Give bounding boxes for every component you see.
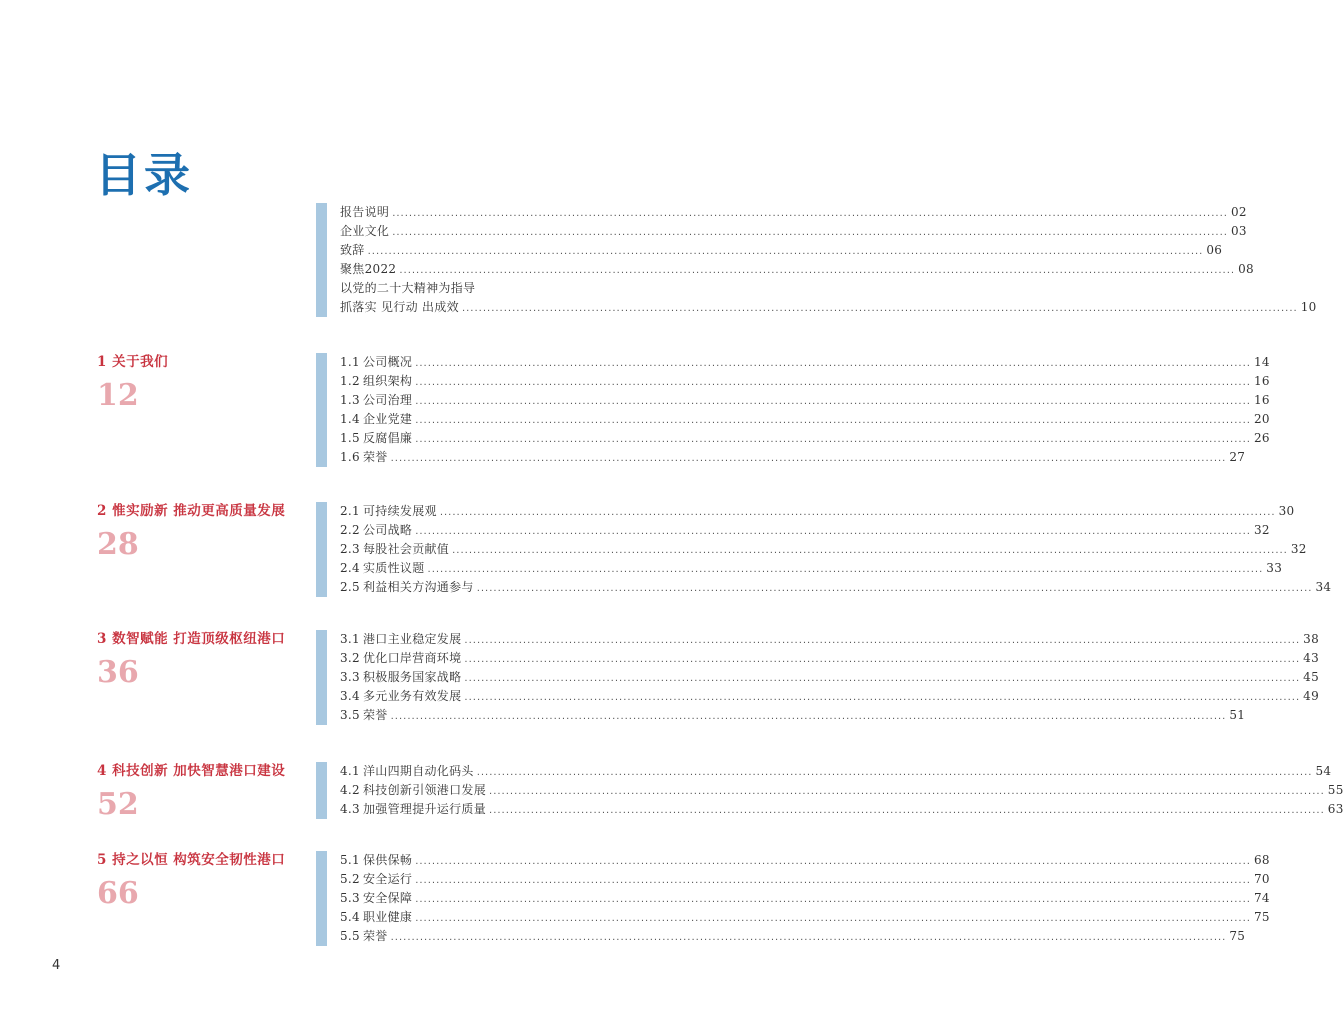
toc-entry-label: 优化口岸营商环境: [363, 651, 462, 665]
section-page-number: 12: [97, 378, 139, 413]
dot-leader: ........................................................................................................................................................................................................: [464, 692, 1301, 703]
toc-entry[interactable]: [340, 870, 1270, 889]
toc-entry-label: 公司战略: [363, 523, 413, 537]
dot-leader: ........................................................................................................................................................................................................: [415, 894, 1251, 905]
toc-entry[interactable]: [340, 927, 1246, 946]
toc-entry-label: 致辞: [340, 243, 365, 257]
toc-entry[interactable]: [340, 372, 1270, 391]
toc-entry-label: 港口主业稳定发展: [363, 632, 462, 646]
toc-list: [316, 851, 1270, 946]
dot-leader: ........................................................................................................................................................................................................: [464, 635, 1301, 646]
toc-entry-label: 保供保畅: [363, 853, 413, 867]
toc-entry-page: 54: [1315, 764, 1332, 778]
dot-leader: ........................................................................................................................................................................................................: [489, 786, 1325, 797]
toc-entry-number: 5.4: [340, 910, 360, 924]
toc-entry-page: 20: [1253, 412, 1270, 426]
toc-entry-number: 5.1: [340, 853, 360, 867]
toc-entry-label: 每股社会贡献值: [363, 542, 450, 556]
toc-entry[interactable]: [340, 578, 1332, 597]
toc-entry[interactable]: [340, 668, 1320, 687]
dot-leader: ........................................................................................................................................................................................................: [415, 377, 1251, 388]
toc-entry-page: 08: [1238, 262, 1254, 276]
toc-entry-label: 公司治理: [363, 393, 413, 407]
dot-leader: ........................................................................................................................................................................................................: [392, 208, 1228, 219]
toc-entry[interactable]: [340, 279, 661, 298]
dot-leader: ........................................................................................................................................................................................................: [390, 711, 1227, 722]
toc-entry-page: 43: [1303, 651, 1320, 665]
section-title: 3 数智赋能 打造顶级枢纽港口: [97, 631, 286, 647]
toc-entry-page: 70: [1253, 872, 1270, 886]
toc-entry-number: 3.3: [340, 670, 360, 684]
toc-entry-number: 4.1: [340, 764, 360, 778]
toc-entry-page: 27: [1229, 450, 1246, 464]
toc-entry-number: 1.2: [340, 374, 360, 388]
toc-entry[interactable]: [340, 502, 1295, 521]
toc-entry-number: 1.5: [340, 431, 360, 445]
section-heading[interactable]: [97, 353, 168, 413]
toc-entry-number: 4.3: [340, 802, 360, 816]
toc-entry-number: 2.2: [340, 523, 360, 537]
dot-leader: ........................................................................................................................................................................................................: [390, 932, 1227, 943]
toc-entry-page: 02: [1230, 205, 1247, 219]
toc-list: [316, 762, 1344, 819]
dot-leader: ........................................................................................................................................................................................................: [415, 526, 1251, 537]
toc-entry-page: 16: [1253, 374, 1270, 388]
page-number: 4: [52, 958, 61, 973]
dot-leader: ........................................................................................................................................................................................................: [415, 358, 1251, 369]
toc-entry[interactable]: [340, 353, 1270, 372]
toc-entry[interactable]: [340, 781, 1344, 800]
toc-entry-label: 利益相关方沟通参与: [363, 580, 474, 594]
toc-entry-page: 33: [1266, 561, 1283, 575]
section-heading[interactable]: [97, 502, 285, 562]
toc-entry-page: 75: [1253, 910, 1270, 924]
toc-entry[interactable]: [340, 649, 1320, 668]
toc-entry-number: 5.3: [340, 891, 360, 905]
dot-leader: ........................................................................................................................................................................................................: [464, 654, 1301, 665]
toc-entry-label: 反腐倡廉: [363, 431, 413, 445]
toc-entry-number: 2.1: [340, 504, 360, 518]
toc-entry-page: 75: [1229, 929, 1246, 943]
toc-entry-number: 4.2: [340, 783, 360, 797]
toc-entry-page: 10: [1300, 300, 1317, 314]
section-title: 4 科技创新 加快智慧港口建设: [97, 763, 286, 779]
toc-entry-label: 安全运行: [363, 872, 413, 886]
section-page-number: 52: [97, 787, 139, 822]
toc-entry-label: 以党的二十大精神为指导: [340, 281, 476, 295]
toc-entry[interactable]: [340, 762, 1332, 781]
toc-entry-page: 74: [1253, 891, 1270, 905]
toc-entry-page: 49: [1303, 689, 1320, 703]
toc-entry-number: 3.2: [340, 651, 360, 665]
dot-leader: ........................................................................................................................................................................................................: [427, 564, 1264, 575]
section-heading[interactable]: [97, 762, 285, 822]
dot-leader: ........................................................................................................................................................................................................: [452, 545, 1288, 556]
toc-entry[interactable]: [340, 559, 1283, 578]
toc-entry[interactable]: [340, 687, 1320, 706]
toc-entry-number: 1.1: [340, 355, 360, 369]
section-title: 2 惟实励新 推动更高质量发展: [97, 503, 286, 519]
toc-entry-label: 报告说明: [340, 205, 390, 219]
toc-entry-page: 51: [1229, 708, 1246, 722]
toc-entry-number: 1.3: [340, 393, 360, 407]
toc-entry-number: 5.5: [340, 929, 360, 943]
toc-entry-page: 45: [1303, 670, 1320, 684]
toc-list: [316, 353, 1270, 467]
toc-entry-page: 14: [1253, 355, 1270, 369]
toc-entry-number: 3.5: [340, 708, 360, 722]
section-page-number: 28: [97, 527, 139, 562]
toc-entry-page: 34: [1315, 580, 1332, 594]
dot-leader: ........................................................................................................................................................................................................: [415, 434, 1251, 445]
toc-entry-page: 30: [1278, 504, 1295, 518]
section-page-number: 36: [97, 655, 139, 690]
toc-list: [316, 630, 1320, 725]
toc-entry-label: 安全保障: [363, 891, 413, 905]
dot-leader: ........................................................................................................................................................................................................: [476, 583, 1313, 594]
dot-leader: ........................................................................................................................................................................................................: [367, 246, 1204, 257]
toc-entry-label: 荣誉: [363, 929, 388, 943]
toc-entry[interactable]: [340, 851, 1270, 870]
toc-entry-label: 企业党建: [363, 412, 413, 426]
toc-entry-label: 洋山四期自动化码头: [363, 764, 474, 778]
dot-leader: ........................................................................................................................................................................................................: [415, 875, 1251, 886]
toc-entry[interactable]: [340, 429, 1270, 448]
dot-leader: ........................................................................................................................................................................................................: [415, 913, 1251, 924]
dot-leader: ........................................................................................................................................................................................................: [415, 415, 1251, 426]
toc-entry-page: 63: [1327, 802, 1344, 816]
toc-entry[interactable]: [340, 889, 1270, 908]
toc-entry[interactable]: [340, 630, 1320, 649]
toc-entry[interactable]: [340, 800, 1344, 819]
toc-entry-label: 组织架构: [363, 374, 413, 388]
toc-list: [316, 502, 1332, 597]
toc-entry-page: 55: [1327, 783, 1344, 797]
dot-leader: ........................................................................................................................................................................................................: [390, 453, 1227, 464]
section-page-number: 66: [97, 876, 139, 911]
section-title: 5 持之以恒 构筑安全韧性港口: [97, 852, 286, 868]
toc-entry[interactable]: [340, 410, 1270, 429]
dot-leader: ........................................................................................................................................................................................................: [415, 856, 1251, 867]
dot-leader: ........................................................................................................................................................................................................: [464, 673, 1301, 684]
toc-entry-label: 可持续发展观: [363, 504, 437, 518]
section-heading[interactable]: [97, 851, 285, 911]
toc-entry[interactable]: [340, 298, 1317, 317]
toc-entry[interactable]: [340, 521, 1270, 540]
toc-entry-label: 积极服务国家战略: [363, 670, 462, 684]
section-heading[interactable]: [97, 630, 285, 690]
toc-entry-number: 3.4: [340, 689, 360, 703]
toc-entry[interactable]: [340, 241, 1223, 260]
toc-entry-page: 38: [1303, 632, 1320, 646]
toc-entry-number: 2.5: [340, 580, 360, 594]
toc-entry-label: 荣誉: [363, 450, 388, 464]
toc-entry-number: 1.4: [340, 412, 360, 426]
toc-entry-number: 5.2: [340, 872, 360, 886]
toc-entry-label: 多元业务有效发展: [363, 689, 462, 703]
section-title: 1 关于我们: [97, 354, 169, 370]
toc-entry-page: 32: [1290, 542, 1307, 556]
dot-leader: ........................................................................................................................................................................................................: [476, 767, 1313, 778]
toc-entry-page: 26: [1253, 431, 1270, 445]
toc-entry[interactable]: [340, 260, 1254, 279]
toc-entry-label: 荣誉: [363, 708, 388, 722]
toc-list: [316, 203, 1317, 317]
toc-entry[interactable]: [340, 706, 1246, 725]
dot-leader: ........................................................................................................................................................................................................: [392, 227, 1228, 238]
toc-entry[interactable]: [340, 203, 1247, 222]
toc-entry-label: 科技创新引领港口发展: [363, 783, 487, 797]
toc-entry-label: 聚焦2022: [340, 262, 397, 276]
dot-leader: ........................................................................................................................................................................................................: [439, 507, 1276, 518]
toc-entry[interactable]: [340, 908, 1270, 927]
toc-entry-label: 职业健康: [363, 910, 413, 924]
toc-entry[interactable]: [340, 540, 1307, 559]
toc-entry-label: 实质性议题: [363, 561, 425, 575]
dot-leader: ........................................................................................................................................................................................................: [415, 396, 1251, 407]
dot-leader: ........................................................................................................................................................................................................: [399, 265, 1236, 276]
toc-entry-label: 加强管理提升运行质量: [363, 802, 487, 816]
toc-entry-page: 03: [1230, 224, 1247, 238]
toc-entry-label: 抓落实 见行动 出成效: [340, 300, 459, 314]
toc-entry-number: 3.1: [340, 632, 360, 646]
toc-entry-page: 06: [1206, 243, 1223, 257]
toc-entry-label: 公司概况: [363, 355, 413, 369]
toc-entry[interactable]: [340, 391, 1270, 410]
toc-entry-label: 企业文化: [340, 224, 390, 238]
dot-leader: ........................................................................................................................................................................................................: [461, 303, 1298, 314]
dot-leader: ........................................................................................................................................................................................................: [489, 805, 1325, 816]
toc-entry-page: 68: [1253, 853, 1270, 867]
toc-entry-number: 1.6: [340, 450, 360, 464]
page-title: 目录: [95, 148, 193, 202]
toc-entry-number: 2.4: [340, 561, 360, 575]
toc-entry[interactable]: [340, 222, 1247, 241]
toc-entry-number: 2.3: [340, 542, 360, 556]
toc-entry[interactable]: [340, 448, 1246, 467]
toc-entry-page: 16: [1253, 393, 1270, 407]
toc-entry-page: 32: [1253, 523, 1270, 537]
